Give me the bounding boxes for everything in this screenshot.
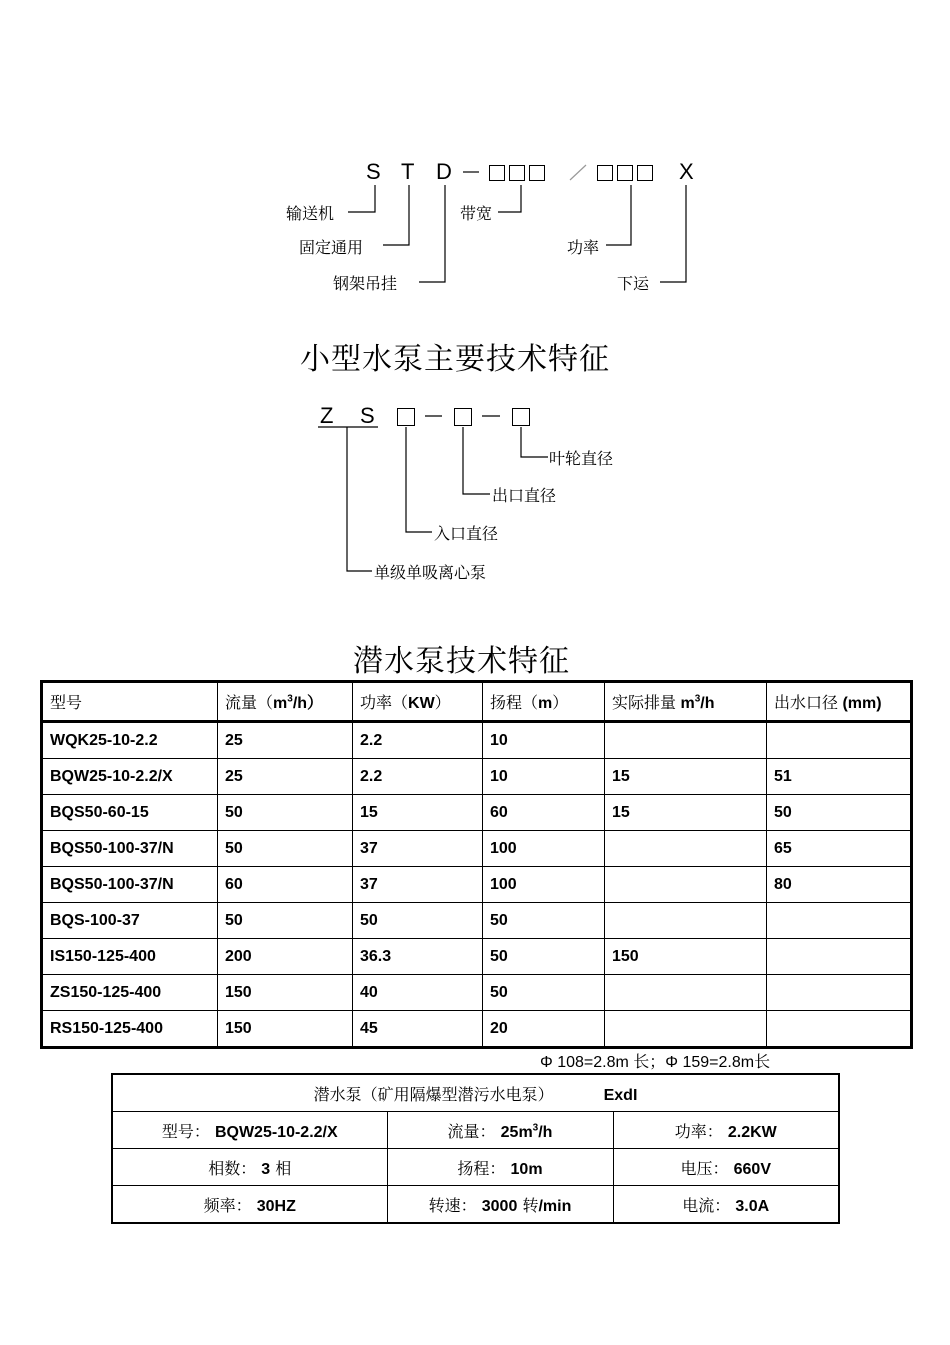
table-cell: 40 — [353, 975, 483, 1011]
header-outlet-diameter: 出水口径 (mm) — [767, 682, 912, 722]
label-conveyor: 输送机 — [286, 204, 335, 223]
nameplate-row — [112, 1112, 839, 1149]
label-single-stage-pump: 单级单吸离心泵 — [374, 563, 487, 582]
header-model: 型号 — [42, 682, 218, 722]
table-cell: 36.3 — [353, 939, 483, 975]
table-cell — [605, 1011, 767, 1048]
table-cell: 150 — [218, 1011, 353, 1048]
label-impeller-diameter: 叶轮直径 — [549, 449, 614, 468]
nameplate-phase: 相数： 3 相 — [112, 1149, 387, 1186]
table-cell: 45 — [353, 1011, 483, 1048]
table-cell: BQS50-100-37/N — [42, 867, 218, 903]
placeholder-box — [512, 408, 530, 426]
table-cell: 25 — [218, 759, 353, 795]
label-power: 功率 — [567, 238, 600, 257]
table-cell — [605, 903, 767, 939]
table-row — [42, 903, 912, 939]
table-cell: BQW25-10-2.2/X — [42, 759, 218, 795]
zs-code-leader-lines — [0, 0, 950, 600]
nameplate-power: 功率： 2.2KW — [613, 1112, 839, 1149]
zs-letter-s: S — [360, 403, 375, 428]
header-power: 功率（KW） — [353, 682, 483, 722]
table-cell: 15 — [353, 795, 483, 831]
table-cell: 2.2 — [353, 759, 483, 795]
table-cell: RS150-125-400 — [42, 1011, 218, 1048]
table-cell: 100 — [483, 867, 605, 903]
nameplate-frequency: 频率： 30HZ — [112, 1186, 387, 1224]
table-cell: 50 — [483, 975, 605, 1011]
table-cell: 37 — [353, 831, 483, 867]
nameplate-row — [112, 1186, 839, 1224]
nameplate-table — [111, 1073, 840, 1224]
table-row — [42, 975, 912, 1011]
table-cell: 20 — [483, 1011, 605, 1048]
small-pump-title: 小型水泵主要技术特征 — [300, 342, 610, 377]
table-cell — [767, 903, 912, 939]
label-belt-width: 带宽 — [460, 204, 493, 223]
table-cell — [605, 722, 767, 759]
table-cell — [605, 831, 767, 867]
table-cell: 60 — [483, 795, 605, 831]
table-row — [42, 1011, 912, 1048]
std-letter-t: T — [401, 159, 415, 184]
std-letter-s: S — [366, 159, 381, 184]
nameplate-flow: 流量： $25m^3/h$ — [387, 1112, 613, 1149]
label-steel-frame: 钢架吊挂 — [333, 274, 398, 293]
label-inlet-diameter: 入口直径 — [434, 524, 499, 543]
table-cell: 25 — [218, 722, 353, 759]
std-letter-d: D — [436, 159, 452, 184]
table-cell: 10 — [483, 722, 605, 759]
table-cell: 100 — [483, 831, 605, 867]
table-cell: 60 — [218, 867, 353, 903]
submersible-title: 潜水泵技术特征 — [353, 644, 570, 679]
nameplate-voltage: 电压： 660V — [613, 1149, 839, 1186]
table-cell: 80 — [767, 867, 912, 903]
table-cell: 50 — [483, 939, 605, 975]
table-cell: 37 — [353, 867, 483, 903]
table-cell: BQS50-60-15 — [42, 795, 218, 831]
nameplate-speed: 转速： 3000 转/min — [387, 1186, 613, 1224]
pipe-length-note: Φ 108=2.8m 长；Φ 159=2.8m长 — [540, 1054, 771, 1071]
nameplate-model: 型号： BQW25-10-2.2/X — [112, 1112, 387, 1149]
header-head: 扬程（m） — [483, 682, 605, 722]
table-cell: 51 — [767, 759, 912, 795]
table-cell — [605, 867, 767, 903]
table-cell: 50 — [218, 795, 353, 831]
table-body — [42, 722, 912, 1048]
table-cell — [767, 1011, 912, 1048]
table-cell: BQS-100-37 — [42, 903, 218, 939]
nameplate-row — [112, 1149, 839, 1186]
table-cell: 50 — [483, 903, 605, 939]
table-row — [42, 831, 912, 867]
table-cell: 50 — [218, 903, 353, 939]
table-row — [42, 722, 912, 759]
table-cell: 2.2 — [353, 722, 483, 759]
table-cell: 150 — [218, 975, 353, 1011]
table-cell: 15 — [605, 795, 767, 831]
table-cell: 50 — [353, 903, 483, 939]
table-cell: 50 — [767, 795, 912, 831]
header-actual-discharge: 实际排量 $m^3/h$ — [605, 682, 767, 722]
table-cell: 10 — [483, 759, 605, 795]
table-cell: WQK25-10-2.2 — [42, 722, 218, 759]
table-cell — [767, 939, 912, 975]
table-cell: ZS150-125-400 — [42, 975, 218, 1011]
std-letter-x: X — [679, 159, 694, 184]
nameplate-title: 潜水泵（矿用隔爆型潜污水电泵） ExdI — [112, 1074, 839, 1112]
table-cell: 15 — [605, 759, 767, 795]
table-cell: 50 — [218, 831, 353, 867]
placeholder-box — [454, 408, 472, 426]
header-flow: 流量$(m^3/h)$ — [218, 682, 353, 722]
table-cell: BQS50-100-37/N — [42, 831, 218, 867]
table-cell — [605, 975, 767, 1011]
table-cell — [767, 975, 912, 1011]
table-cell: 65 — [767, 831, 912, 867]
nameplate-head: 扬程： 10m — [387, 1149, 613, 1186]
table-cell: IS150-125-400 — [42, 939, 218, 975]
zs-letter-z: Z — [320, 403, 334, 428]
placeholder-box — [397, 408, 415, 426]
nameplate-title-row — [112, 1074, 839, 1112]
table-row — [42, 759, 912, 795]
table-cell — [767, 722, 912, 759]
submersible-spec-table — [40, 680, 913, 1049]
table-cell: 200 — [218, 939, 353, 975]
table-row — [42, 795, 912, 831]
table-cell: 150 — [605, 939, 767, 975]
nameplate-current: 电流： 3.0A — [613, 1186, 839, 1224]
label-fixed-general: 固定通用 — [299, 238, 364, 257]
label-outlet-diameter: 出口直径 — [492, 486, 557, 505]
table-header-row — [42, 682, 912, 722]
table-row — [42, 939, 912, 975]
label-downward: 下运 — [617, 274, 650, 293]
table-row — [42, 867, 912, 903]
